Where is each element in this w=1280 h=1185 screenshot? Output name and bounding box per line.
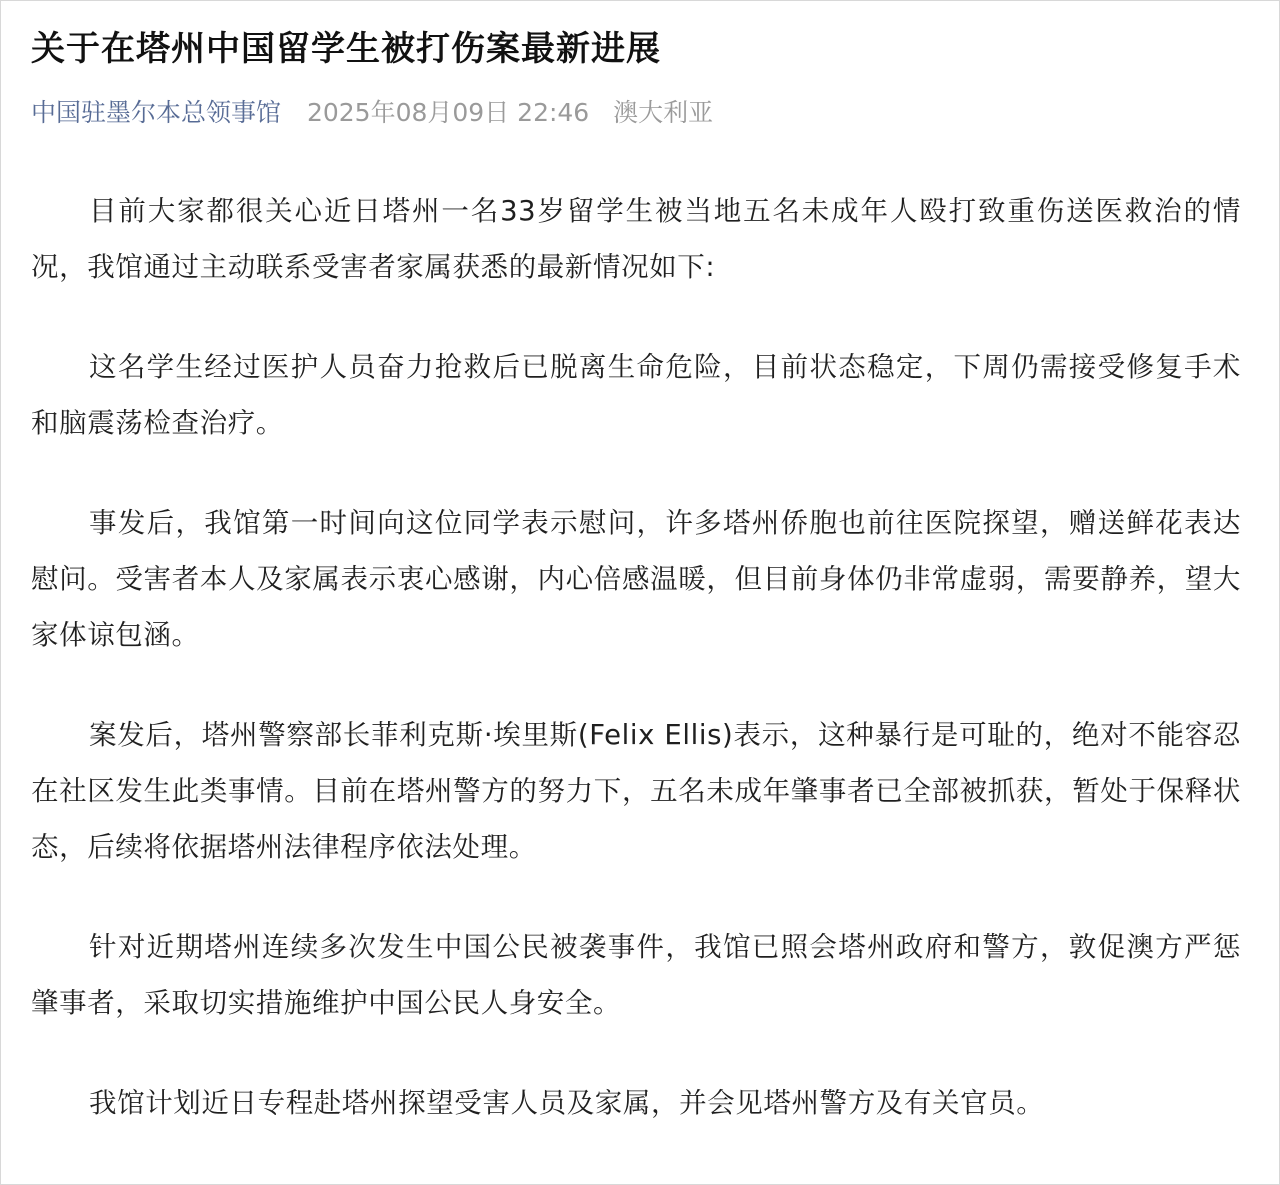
article-meta xyxy=(31,95,1241,131)
paragraph: 我馆计划近日专程赴塔州探望受害人员及家属，并会见塔州警方及有关官员。 xyxy=(89,1087,1045,1119)
publish-location: 澳大利亚 xyxy=(613,98,714,127)
paragraph: 案发后，塔州警察部长菲利克斯·埃里斯(Felix Ellis)表示，这种暴行是可耻的，绝对不能容忍在社区发生此类事情。目前在塔州警方的努力下，五名未成年肇事者已全部被抓获，暂处于保释状态，后续将依据塔州法律程序依法处理。 xyxy=(31,719,1241,863)
article-title: 关于在塔州中国留学生被打伤案最新进展 xyxy=(31,29,661,69)
paragraph: 这名学生经过医护人员奋力抢救后已脱离生命危险，目前状态稳定，下周仍需接受修复手术和脑震荡检查治疗。 xyxy=(31,351,1241,439)
account-name-link[interactable]: 中国驻墨尔本总领事馆 xyxy=(31,98,282,127)
publish-datetime: 2025年08月09日 22:46 xyxy=(306,98,590,127)
paragraph: 针对近期塔州连续多次发生中国公民被袭事件，我馆已照会塔州政府和警方，敦促澳方严惩肇事者，采取切实措施维护中国公民人身安全。 xyxy=(31,931,1241,1019)
paragraph: 目前大家都很关心近日塔州一名33岁留学生被当地五名未成年人殴打致重伤送医救治的情况，我馆通过主动联系受害者家属获悉的最新情况如下: xyxy=(31,195,1241,283)
paragraph: 事发后，我馆第一时间向这位同学表示慰问，许多塔州侨胞也前往医院探望，赠送鲜花表达慰问。受害者本人及家属表示衷心感谢，内心倍感温暖，但目前身体仍非常虚弱，需要静养，望大家体谅包涵。 xyxy=(31,507,1241,651)
article xyxy=(31,23,1241,1175)
article-body xyxy=(31,183,1241,1131)
